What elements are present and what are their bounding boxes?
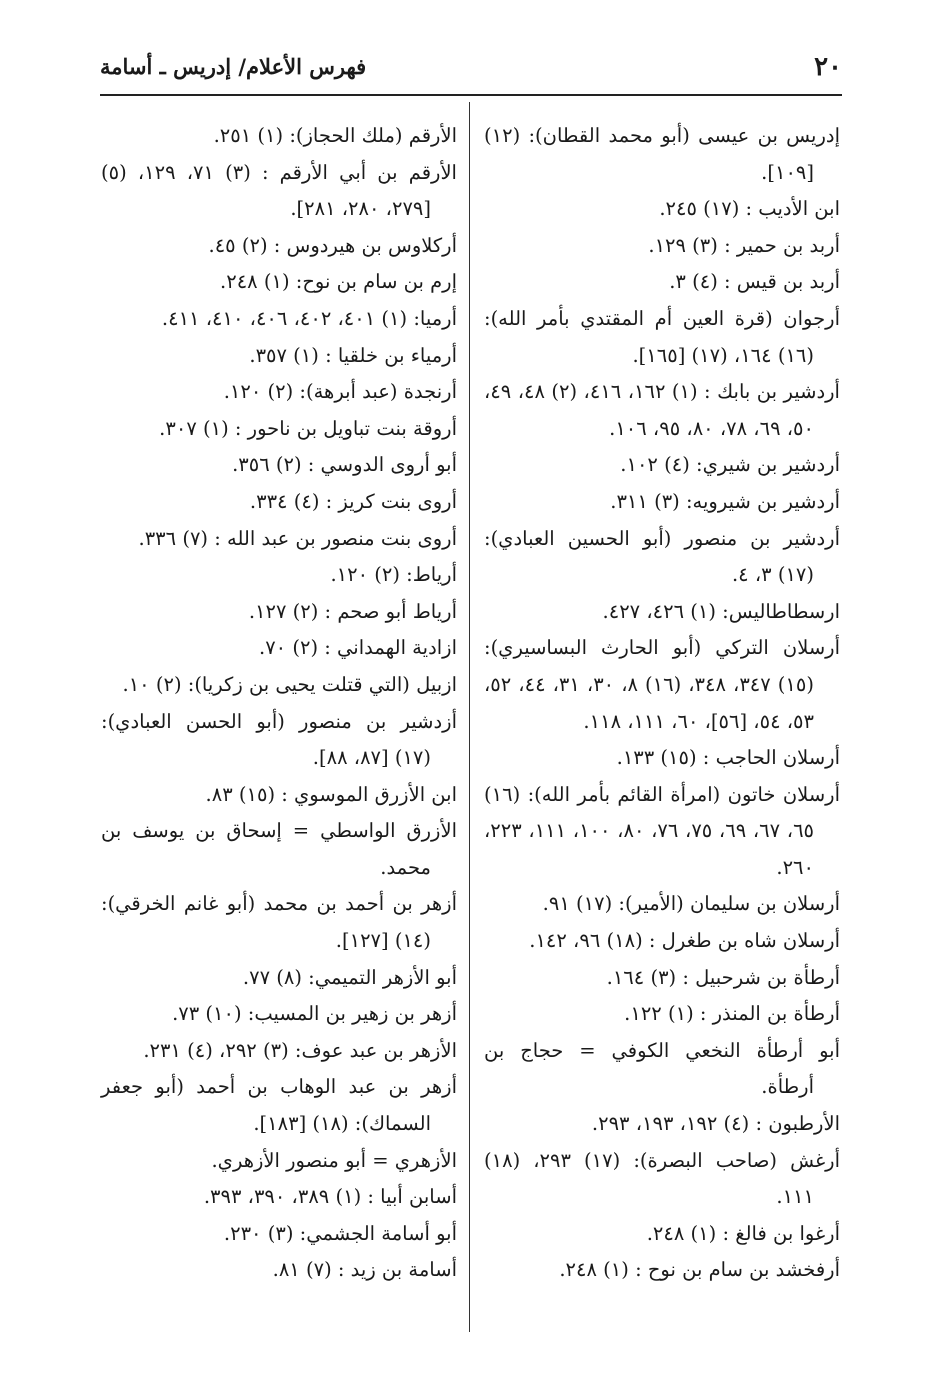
index-entry: أردشير بن بابك : (١) ١٦٢، ٤١٦، (٢) ٤٨، ٤٩، ٥٠، ٦٩، ٧٨، ٨٠، ٩٥، ١٠٦. — [484, 380, 840, 440]
index-entry: الأزهر بن عبد عوف: (٣) ٢٩٢، (٤) ٢٣١. — [143, 1038, 457, 1062]
index-column-left — [101, 118, 457, 1289]
index-entry: أرنجدة (عبد أبرهة): (٢) ١٢٠. — [223, 380, 457, 404]
index-entry: أردشير بن منصور (أبو الحسين العبادي): (١٧) ٣، ٤. — [484, 526, 840, 587]
index-entry: أرمياء بن خلقيا : (١) ٣٥٧. — [249, 343, 457, 367]
index-entry: أرسلان التركي (أبو الحارث البساسيري): (١٥) ٣٤٧، ٣٤٨، (١٦) ٨، ٣٠، ٣١، ٤٤، ٥٢، ٥٣، ٥٤، [٥٦]، ٦٠، ١١١، ١١٨. — [484, 636, 840, 733]
index-entry: أزهر بن أحمد بن محمد (أبو غانم الخرقي): (١٤) [١٢٧]. — [101, 892, 457, 953]
index-entry: أبو أرطأة النخعي الكوفي = حجاج بن أرطأة. — [484, 1038, 840, 1099]
index-entry: أردشير بن شيرويه: (٣) ٣١١. — [610, 489, 840, 513]
index-entry: أبو أسامة الجشمي: (٣) ٢٣٠. — [223, 1221, 457, 1245]
index-entry: ازبيل (التي قتلت يحيى بن زكريا): (٢) ١٠. — [122, 672, 457, 696]
index-entry: أرسلان بن سليمان (الأمير): (١٧) ٩١. — [542, 892, 840, 916]
index-entry: أرغوا بن فالغ : (١) ٢٤٨. — [646, 1221, 840, 1245]
index-entry: ارسطاطاليس: (١) ٤٢٦، ٤٢٧. — [602, 599, 840, 623]
index-entry: أرسلان الحاجب : (١٥) ١٣٣. — [616, 746, 840, 770]
index-entry: أركلاوس بن هيردوس : (٢) ٤٥. — [208, 233, 457, 257]
index-entry: أرغش (صاحب البصرة): (١٧) ٢٩٣، (١٨) ١١١. — [484, 1148, 840, 1209]
index-column-right — [484, 118, 840, 1289]
index-entry: أسابن أبيا : (١) ٣٨٩، ٣٩٠، ٣٩٣. — [203, 1185, 457, 1209]
page-number: ٢٠ — [814, 52, 842, 82]
index-entry: الأرطبون : (٤) ١٩٢، ١٩٣، ٢٩٣. — [591, 1112, 840, 1136]
index-entry: ابن الأزرق الموسوي : (١٥) ٨٣. — [205, 782, 457, 806]
index-entry: ازادية الهمداني : (٢) ٧٠. — [259, 636, 457, 660]
index-entry: الأرقم بن أبي الأرقم : (٣) ٧١، ١٢٩، (٥) [٢٧٩، ٢٨٠، ٢٨١]. — [101, 160, 457, 221]
index-entry: أرسلان شاه بن طغرل : (١٨) ٩٦، ١٤٢. — [529, 929, 840, 953]
header-rule — [100, 94, 842, 96]
index-entry: أرطأة بن المنذر : (١) ١٢٢. — [624, 1002, 840, 1026]
index-entry: أردشير بن شيري: (٤) ١٠٢. — [620, 453, 840, 477]
running-title: فهرس الأعلام/ إدريس ـ أسامة — [100, 54, 367, 79]
index-entry: الأزرق الواسطي = إسحاق بن يوسف بن محمد. — [101, 819, 457, 879]
index-entry: أرياط أبو صحم : (٢) ١٢٧. — [248, 599, 457, 623]
index-entry: الأرقم (ملك الحجاز): (١) ٢٥١. — [213, 124, 457, 147]
index-entry: أربد بن قيس : (٤) ٣. — [669, 270, 840, 294]
index-entry: أسامة بن زيد : (٧) ٨١. — [272, 1258, 457, 1282]
index-entry: أروى بنت منصور بن عبد الله : (٧) ٣٣٦. — [138, 526, 457, 550]
index-entry: أرفخشد بن سام بن نوح : (١) ٢٤٨. — [559, 1258, 840, 1282]
index-entry: أبو الأزهر التميمي: (٨) ٧٧. — [242, 965, 457, 989]
index-entry: أبو أروى الدوسي : (٢) ٣٥٦. — [232, 453, 457, 477]
index-entry: أروقة بنت تباويل بن ناحور : (١) ٣٠٧. — [159, 416, 457, 440]
index-entry: أزدشير بن منصور (أبو الحسن العبادي): (١٧) [٨٧، ٨٨]. — [101, 709, 457, 770]
index-entry: أرطأة بن شرحبيل : (٣) ١٦٤. — [606, 965, 840, 989]
index-entry: الأزهري = أبو منصور الأزهري. — [211, 1148, 457, 1172]
index-entry: أرسلان خاتون (امرأة القائم بأمر الله): (١٦) ٦٥، ٦٧، ٦٩، ٧٥، ٧٦، ٨٠، ١٠٠، ١١١، ٢٢٣، ٢٦٠. — [484, 782, 840, 879]
index-entry: أرياط: (٢) ١٢٠. — [330, 563, 457, 587]
page-header — [100, 52, 842, 90]
index-entry: إدريس بن عيسى (أبو محمد القطان): (١٢) [١٠٩]. — [484, 124, 840, 184]
index-entry: إرم بن سام بن نوح: (١) ٢٤٨. — [220, 270, 457, 294]
index-entry: أرميا: (١) ٤٠١، ٤٠٢، ٤٠٦، ٤١٠، ٤١١. — [161, 306, 457, 330]
column-divider — [469, 102, 470, 1332]
index-entry: ابن الأديب : (١٧) ٢٤٥. — [659, 197, 840, 221]
index-entry: أروى بنت كريز : (٤) ٣٣٤. — [249, 489, 457, 513]
index-entry: أزهر بن زهير بن المسيب: (١٠) ٧٣. — [172, 1002, 457, 1026]
index-entry: أرجوان (قرة العين أم المقتدي بأمر الله): (١٦) ١٦٤، (١٧) [١٦٥]. — [484, 306, 840, 367]
index-entry: أزهر بن عبد الوهاب بن أحمد (أبو جعفر السماك): (١٨) [١٨٣]. — [101, 1075, 457, 1136]
index-entry: أربد بن حمير : (٣) ١٢٩. — [648, 233, 840, 257]
